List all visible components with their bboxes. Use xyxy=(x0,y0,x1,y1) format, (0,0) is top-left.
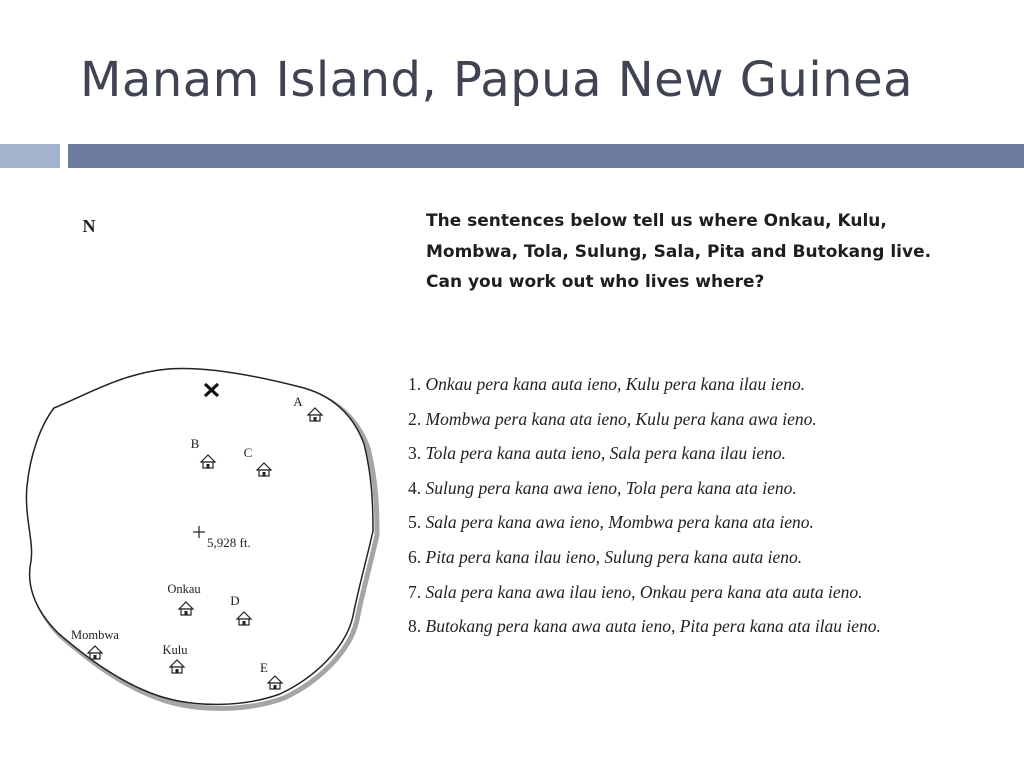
house-label-mombwa: Mombwa xyxy=(71,628,119,642)
sentence-list xyxy=(408,369,881,646)
sentence-number: 6. xyxy=(408,546,422,567)
compass-north-label: N xyxy=(82,216,96,236)
sentence-item xyxy=(408,473,881,508)
house-label-b: B xyxy=(190,436,200,451)
sentence-text: Sulung pera kana awa ieno, Tola pera kana ata ieno. xyxy=(425,477,797,498)
house-label-kulu: Kulu xyxy=(162,643,188,657)
house-label-onkau: Onkau xyxy=(167,582,201,596)
slide-title: Manam Island, Papua New Guinea xyxy=(80,52,914,108)
sentence-number: 3. xyxy=(408,443,422,464)
sentence-item xyxy=(408,369,881,404)
sentence-number: 1. xyxy=(408,374,422,394)
house-label-d: D xyxy=(230,593,240,608)
sentence-item xyxy=(408,577,881,612)
sentence-text: Mombwa pera kana ata ieno, Kulu pera kana awa ieno. xyxy=(425,408,817,429)
sentence-text: Butokang pera kana awa auta ieno, Pita pera kana ata ilau ieno. xyxy=(425,616,881,637)
sentence-item xyxy=(408,404,881,439)
title-accent-bar-light xyxy=(0,144,60,168)
island-map xyxy=(0,190,400,720)
sentence-text: Pita pera kana ilau ieno, Sulung pera kana auta ieno. xyxy=(425,546,803,567)
sentence-number: 4. xyxy=(408,477,422,498)
sentence-item xyxy=(408,438,881,473)
house-label-e: E xyxy=(260,660,268,675)
sentence-item xyxy=(408,507,881,542)
sentence-text: Sala pera kana awa ieno, Mombwa pera kana ata ieno. xyxy=(425,512,814,533)
title-accent-bar-dark xyxy=(68,144,1024,168)
sentence-item xyxy=(408,542,881,577)
sentence-number: 7. xyxy=(408,581,422,602)
sentence-number: 2. xyxy=(408,408,422,429)
summit-elevation-label: 5,928 ft. xyxy=(207,535,251,550)
house-label-c: C xyxy=(243,445,253,460)
sentence-text: Sala pera kana awa ilau ieno, Onkau pera kana ata auta ieno. xyxy=(425,581,863,602)
island-outline xyxy=(26,368,373,704)
house-label-a: A xyxy=(293,394,303,409)
sentence-text: Onkau pera kana auta ieno, Kulu pera kana ilau ieno. xyxy=(425,374,806,394)
sentence-item xyxy=(408,611,881,646)
sentence-number: 8. xyxy=(408,616,422,637)
sentence-text: Tola pera kana auta ieno, Sala pera kana ilau ieno. xyxy=(425,443,787,464)
intro-paragraph: The sentences below tell us where Onkau, Kulu, Mombwa, Tola, Sulung, Sala, Pita and Butokang live. Can you work out who lives where? xyxy=(426,211,932,292)
sentence-number: 5. xyxy=(408,512,422,533)
